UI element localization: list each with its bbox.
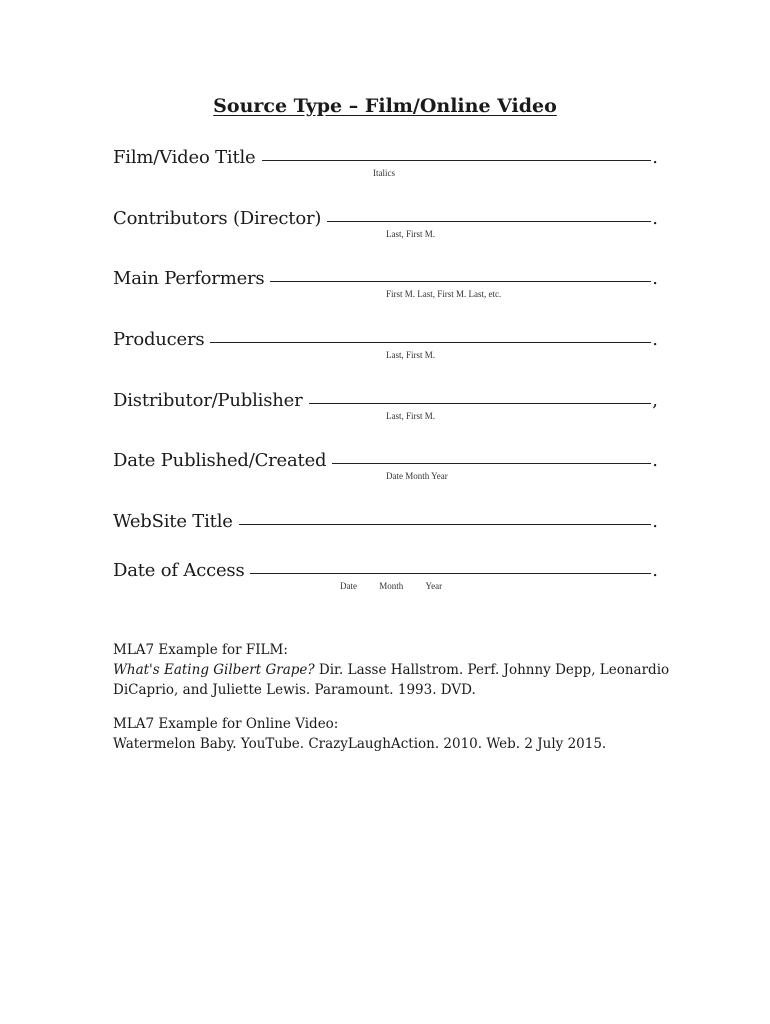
field-label: Date Published/Created bbox=[113, 450, 327, 471]
field-punctuation: . bbox=[652, 329, 658, 350]
film-example bbox=[113, 640, 673, 700]
main-performers-blank[interactable] bbox=[270, 263, 651, 282]
field-label: WebSite Title bbox=[113, 511, 233, 532]
contributors-blank[interactable] bbox=[327, 203, 651, 222]
field-punctuation: . bbox=[652, 208, 658, 229]
field-hint: Italics bbox=[373, 168, 395, 178]
website-title-blank[interactable] bbox=[239, 506, 652, 525]
hint-year: Year bbox=[425, 581, 443, 591]
date-published-blank[interactable] bbox=[332, 445, 651, 464]
field-label: Date of Access bbox=[113, 560, 245, 581]
field-punctuation: . bbox=[652, 268, 658, 289]
online-example-citation: Watermelon Baby. YouTube. CrazyLaughAction. 2010. Web. 2 July 2015. bbox=[113, 736, 607, 752]
distributor-blank[interactable] bbox=[309, 385, 652, 404]
field-hint: Last, First M. bbox=[386, 350, 436, 360]
examples-section bbox=[113, 640, 673, 768]
online-example bbox=[113, 714, 673, 754]
field-punctuation: . bbox=[652, 560, 658, 581]
field-label: Contributors (Director) bbox=[113, 208, 322, 229]
film-example-citation: Dir. Lasse Hallstrom. Perf. Johnny Depp, Leonardio DiCaprio, and Juliette Lewis. Paramount. 1993. DVD. bbox=[113, 662, 670, 698]
date-of-access-blank[interactable] bbox=[250, 555, 651, 574]
date-of-access-hint bbox=[340, 581, 462, 591]
field-punctuation: , bbox=[652, 390, 658, 411]
field-hint: Last, First M. bbox=[386, 411, 436, 421]
field-date-of-access bbox=[113, 557, 658, 581]
online-example-heading: MLA7 Example for Online Video: bbox=[113, 716, 339, 732]
hint-date: Date bbox=[340, 581, 357, 591]
film-title-blank[interactable] bbox=[262, 142, 652, 161]
field-hint: Last, First M. bbox=[386, 229, 436, 239]
field-film-video-title bbox=[113, 144, 658, 168]
field-label: Producers bbox=[113, 329, 205, 350]
field-distributor-publisher bbox=[113, 387, 658, 411]
producers-blank[interactable] bbox=[210, 324, 651, 343]
field-label: Film/Video Title bbox=[113, 147, 256, 168]
field-date-published bbox=[113, 447, 658, 471]
film-example-title: What's Eating Gilbert Grape? bbox=[113, 662, 315, 678]
field-label: Main Performers bbox=[113, 268, 265, 289]
field-website-title bbox=[113, 508, 658, 532]
field-label: Distributor/Publisher bbox=[113, 390, 303, 411]
film-example-heading: MLA7 Example for FILM: bbox=[113, 642, 288, 658]
page-title: Source Type – Film/Online Video bbox=[213, 95, 557, 117]
field-producers bbox=[113, 326, 658, 350]
field-punctuation: . bbox=[652, 511, 658, 532]
field-hint: Date Month Year bbox=[386, 471, 448, 481]
field-punctuation: . bbox=[652, 450, 658, 471]
hint-month: Month bbox=[379, 581, 404, 591]
field-main-performers bbox=[113, 265, 658, 289]
field-contributors bbox=[113, 205, 658, 229]
field-hint: First M. Last, First M. Last, etc. bbox=[386, 289, 502, 299]
field-punctuation: . bbox=[652, 147, 658, 168]
